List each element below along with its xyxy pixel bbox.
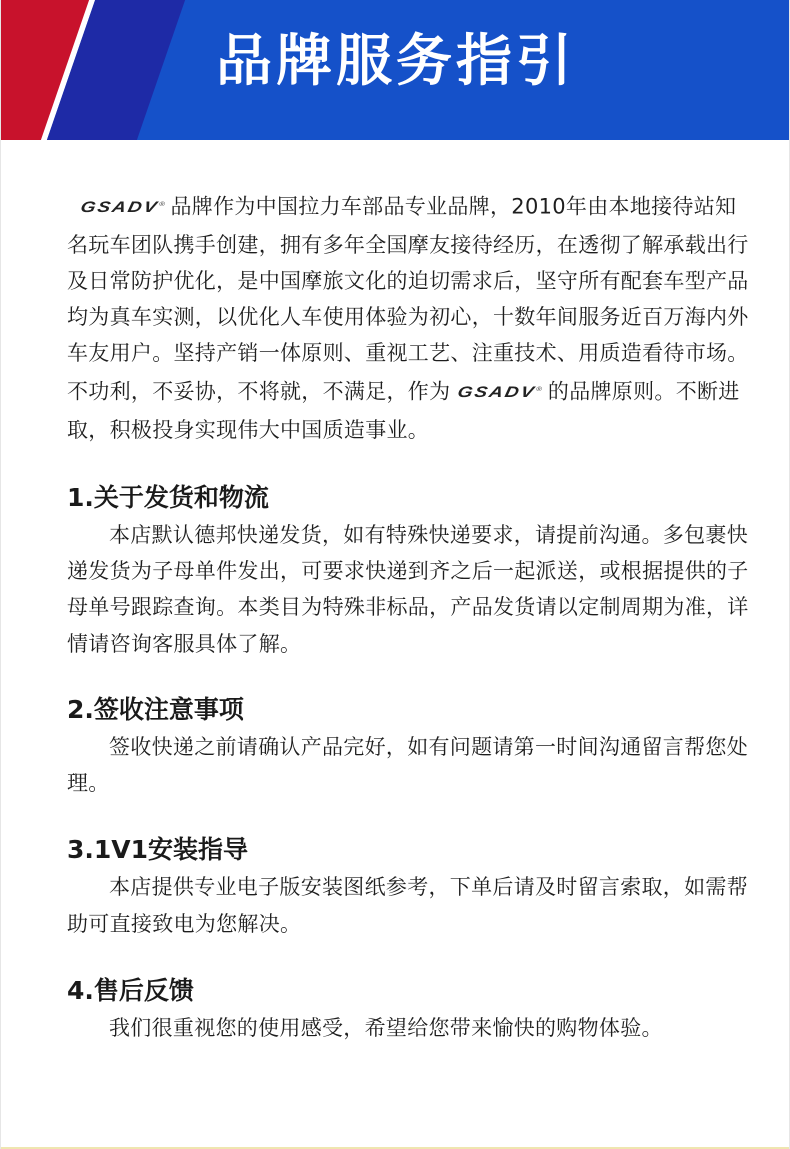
section-body: 本店提供专业电子版安装图纸参考，下单后请及时留言索取，如需帮助可直接致电为您解决。	[67, 875, 748, 936]
section-body: 签收快递之前请确认产品完好，如有问题请第一时间沟通留言帮您处理。	[67, 734, 748, 796]
section-body: 本店默认德邦快递发货，如有特殊快递要求，请提前沟通。多包裹快递发货为子母单件发出，可要求快递到齐之后一起派送，或根据提供的子母单号跟踪查询。本类目为特殊非标品，产品发货请以定制周期为准，详情请咨询客服具体了解。	[67, 523, 749, 656]
header-banner	[1, 0, 790, 140]
brand-intro-paragraph	[67, 186, 755, 448]
intro-text-part2: 的品牌原则。不断进取，积极投身实现伟大中国质造事业。	[67, 379, 740, 442]
section-receipt	[67, 691, 755, 801]
section-title: 4.售后反馈	[67, 975, 194, 1005]
page-title: 品牌服务指引	[216, 29, 576, 94]
section-title: 1.关于发货和物流	[67, 483, 269, 513]
section-body: 我们很重视您的使用感受，希望给您带来愉快的购物体验。	[109, 1015, 663, 1040]
brand-logo-inline: GSADV®	[456, 384, 546, 402]
content-area	[1, 140, 789, 1046]
brand-logo: GSADV®	[78, 199, 168, 216]
section-title: 3.1V1安装指导	[67, 835, 249, 865]
section-title: 2.签收注意事项	[67, 694, 244, 724]
section-shipping	[67, 479, 755, 662]
section-after-sales	[67, 972, 755, 1046]
section-installation	[67, 831, 755, 941]
intro-text-part1: 品牌作为中国拉力车部品专业品牌，2010年由本地接待站知名玩车团队携手创建，拥有多年全国摩友接待经历，在透彻了解承载出行及日常防护优化，是中国摩旅文化的迫切需求后，坚守所有配套车型产品均为真车实测，以优化人车使用体验为初心，十数年间服务近百万海内外车友用户。坚持产销一体原则、重视工艺、注重技术、用质造看待市场。不功利，不妥协，不将就，不满足，作为	[67, 194, 749, 404]
